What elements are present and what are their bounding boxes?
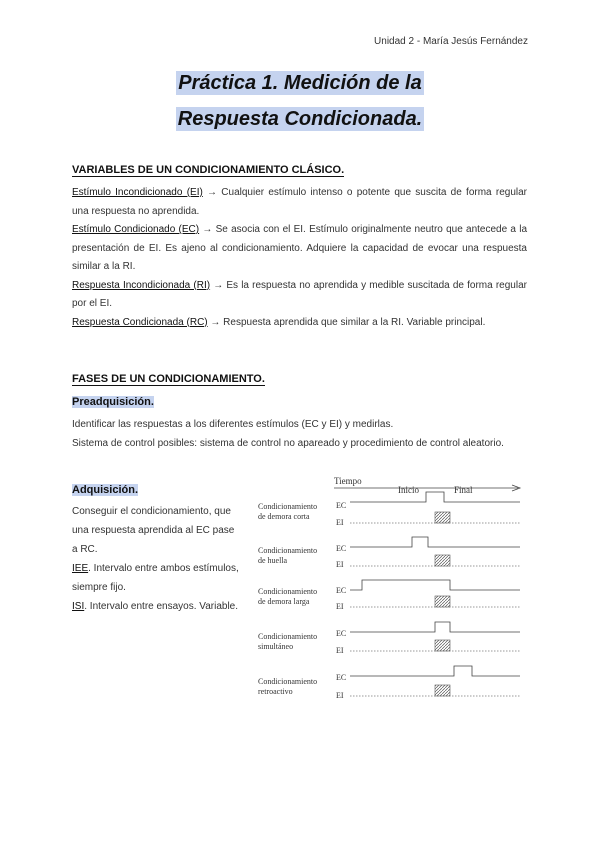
end-label: Final bbox=[454, 485, 473, 495]
page-title-line1: Práctica 1. Medición de la bbox=[178, 72, 422, 94]
definition-rc: Respuesta Condicionada (RC) → Respuesta aprendida que similar a la RI. Variable principal. bbox=[72, 316, 486, 328]
svg-text:EC: EC bbox=[336, 629, 347, 638]
section-variables-heading: VARIABLES DE UN CONDICIONAMIENTO CLÁSICO. bbox=[72, 164, 345, 176]
svg-text:retroactivo: retroactivo bbox=[258, 687, 293, 696]
start-label: Inicio bbox=[398, 485, 419, 495]
svg-text:de demora larga: de demora larga bbox=[258, 597, 310, 606]
section-fases-heading: FASES DE UN CONDICIONAMIENTO. bbox=[72, 373, 265, 385]
variables-list bbox=[72, 184, 527, 332]
svg-text:EI: EI bbox=[336, 518, 344, 527]
row-demora-larga bbox=[258, 580, 520, 611]
adquisicion-heading: Adquisición. bbox=[72, 484, 138, 496]
page-header: Unidad 2 - María Jesús Fernández bbox=[374, 36, 528, 47]
svg-text:EC: EC bbox=[336, 544, 347, 553]
definition-ri: Respuesta Incondicionada (RI) → Es la respuesta no aprendida y medible suscitada de forma regular por el EI. bbox=[72, 279, 527, 309]
svg-text:EC: EC bbox=[336, 501, 347, 510]
svg-text:Condicionamiento: Condicionamiento bbox=[258, 632, 318, 641]
definition-ec: Estímulo Condicionado (EC) → Se asocia con el EI. Estímulo originalmente neutro que antecede a la presentación de EI. Es ajeno al condicionamiento. Adquiere la capacidad de evocar una respuesta similar a la RI. bbox=[72, 224, 528, 272]
preadquisicion-heading: Preadquisición. bbox=[72, 396, 154, 408]
svg-text:EC: EC bbox=[336, 673, 347, 682]
svg-text:de demora corta: de demora corta bbox=[258, 512, 310, 521]
svg-text:simultáneo: simultáneo bbox=[258, 642, 294, 651]
page-title-line2: Respuesta Condicionada. bbox=[177, 108, 423, 130]
row-demora-corta bbox=[258, 492, 520, 527]
svg-text:EI: EI bbox=[336, 691, 344, 700]
definition-ei: Estímulo Incondicionado (EI) → Cualquier estímulo intenso o potente que suscita de forma regular una respuesta no aprendida. bbox=[72, 187, 527, 217]
row-retroactivo bbox=[258, 666, 520, 700]
svg-text:EI: EI bbox=[336, 646, 344, 655]
svg-text:Condicionamiento: Condicionamiento bbox=[258, 587, 318, 596]
adquisicion-text: Conseguir el condicionamiento, que una respuesta aprendida al EC pase a RC. IEE. Intervalo entre ambos estímulos, siempre fijo. ISI. Intervalo entre ensayos. Variable. bbox=[72, 506, 239, 612]
row-huella bbox=[258, 537, 520, 569]
svg-text:EI: EI bbox=[336, 560, 344, 569]
row-simultaneo bbox=[258, 622, 520, 655]
svg-text:Condicionamiento: Condicionamiento bbox=[258, 546, 318, 555]
svg-text:Condicionamiento: Condicionamiento bbox=[258, 502, 318, 511]
svg-text:de huella: de huella bbox=[258, 556, 288, 565]
conditioning-timing-diagram bbox=[250, 472, 540, 742]
preadquisicion-text: Identificar las respuestas a los diferentes estímulos (EC y EI) y medirlas. Sistema de control posibles: sistema de control no apareado y procedimiento de control aleatorio. bbox=[72, 419, 504, 449]
svg-text:Condicionamiento: Condicionamiento bbox=[258, 677, 318, 686]
time-label: Tiempo bbox=[334, 476, 362, 486]
svg-text:EI: EI bbox=[336, 602, 344, 611]
svg-text:EC: EC bbox=[336, 586, 347, 595]
